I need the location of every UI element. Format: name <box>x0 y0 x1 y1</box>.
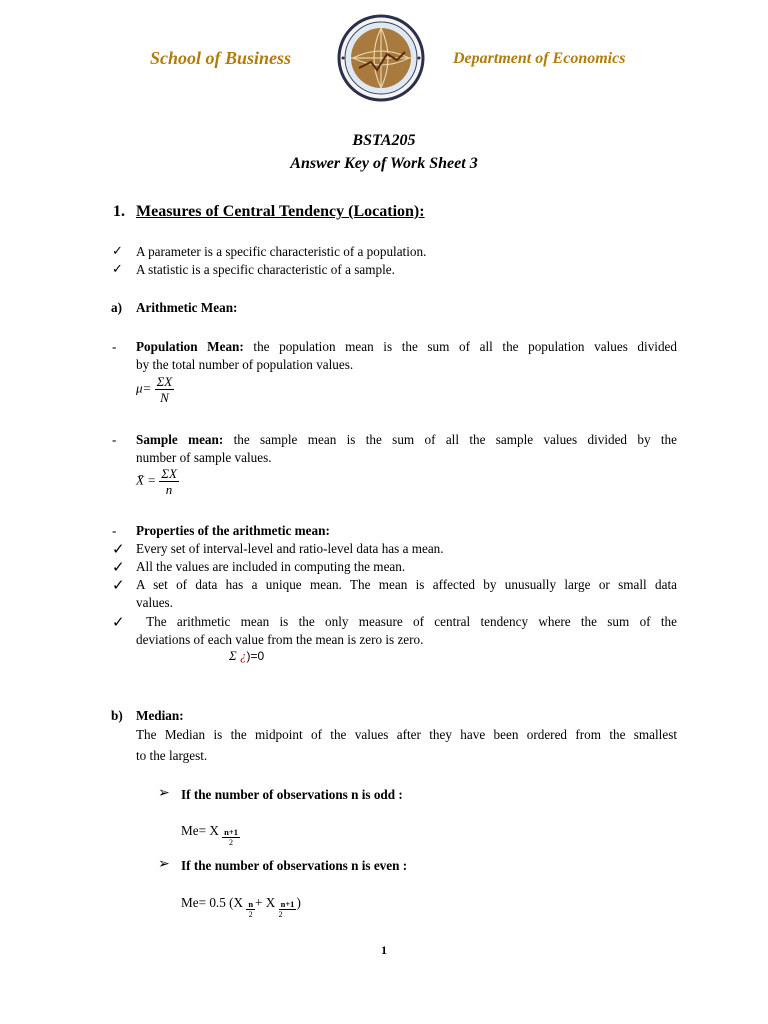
term: Population Mean: <box>136 339 244 354</box>
property-line: deviations of each value from the mean is zero is zero. <box>136 632 424 647</box>
check-icon: ✓ <box>112 261 123 276</box>
property-item <box>136 576 677 612</box>
formula-main: Me= 0.5 (X <box>181 895 244 910</box>
sub-tail: +1 <box>285 899 295 909</box>
median-paragraph <box>136 724 677 766</box>
check-icon: ✓ <box>112 243 123 258</box>
population-mean-formula <box>136 374 174 405</box>
term: Sample mean: <box>136 432 224 447</box>
subsection-heading: Arithmetic Mean: <box>136 300 238 315</box>
sub-num <box>279 899 297 910</box>
subscript <box>246 899 255 919</box>
fraction <box>159 466 179 497</box>
odd-case-text: If the number of observations n is odd : <box>181 787 403 802</box>
subsection-label: b) <box>111 708 123 723</box>
numerator: ΣX <box>156 374 173 389</box>
property-item: All the values are included in computing the mean. <box>136 559 406 574</box>
property-line: A set of data has a unique mean. The mean is affected by unusually large or small data <box>136 577 677 592</box>
sub-num: n+1 <box>224 827 238 837</box>
fraction <box>155 374 175 405</box>
text: by the total number of population values. <box>136 357 354 372</box>
subscript <box>279 899 297 919</box>
dash: - <box>112 523 117 538</box>
check-icon: ✓ <box>112 542 125 558</box>
denominator: N <box>160 390 169 405</box>
text: the sample mean is the sum of all the sample values divided by the <box>223 432 677 447</box>
deviation-sum-formula <box>229 648 264 664</box>
subsection-label: a) <box>111 300 122 315</box>
formula-end: )=0 <box>246 649 265 663</box>
formula-main: Me= X <box>181 823 219 838</box>
bullet-statistic: A statistic is a specific characteristic of a sample. <box>136 262 395 277</box>
formula-mid: + X <box>255 895 276 910</box>
property-line: values. <box>136 595 173 610</box>
formula-end: ) <box>296 895 301 910</box>
formula-lhs: X̄ = <box>136 472 156 488</box>
dash: - <box>112 432 117 447</box>
sigma: Σ <box>229 648 237 663</box>
check-icon: ✓ <box>112 560 125 576</box>
sample-mean-paragraph <box>136 431 677 467</box>
section-heading: Measures of Central Tendency (Location): <box>136 203 425 220</box>
arrow-bullet-icon: ➢ <box>158 786 170 801</box>
property-item <box>136 613 677 649</box>
bullet-parameter: A parameter is a specific characteristic of a population. <box>136 244 427 259</box>
arrow-bullet-icon: ➢ <box>158 857 170 872</box>
document-title: Answer Key of Work Sheet 3 <box>290 155 478 172</box>
check-icon: ✓ <box>112 578 125 594</box>
subscript <box>222 827 240 847</box>
even-case-text: If the number of observations n is even : <box>181 858 408 873</box>
median-odd-formula <box>181 822 240 847</box>
text: The Median is the midpoint of the values after they have been ordered from the smallest <box>136 727 677 742</box>
dash: - <box>112 339 117 354</box>
numerator: ΣX <box>161 466 177 481</box>
text: to the largest. <box>136 748 208 763</box>
sample-mean-formula <box>136 466 179 497</box>
formula-lhs: μ= <box>136 380 152 396</box>
header-left: School of Business <box>150 48 292 68</box>
property-item: Every set of interval-level and ratio-level data has a mean. <box>136 541 444 556</box>
check-icon: ✓ <box>112 615 125 631</box>
sub-den: 2 <box>229 838 234 847</box>
formula-mid: ¿ <box>239 648 247 663</box>
population-mean-paragraph <box>136 338 677 374</box>
header-right: Department of Economics <box>453 50 626 67</box>
text: number of sample values. <box>136 450 272 465</box>
properties-heading: Properties of the arithmetic mean: <box>136 523 330 538</box>
median-even-formula <box>181 894 301 919</box>
globe-logo-icon <box>337 14 425 102</box>
subsection-heading: Median: <box>136 708 184 723</box>
sub-den: 2 <box>278 910 283 919</box>
page-number: 1 <box>381 943 387 957</box>
text: the population mean is the sum of all the population values divided <box>243 339 677 354</box>
sub-den: 2 <box>248 910 253 919</box>
section-number: 1. <box>113 203 125 220</box>
sub-n: n <box>280 899 286 909</box>
course-code: BSTA205 <box>352 132 416 149</box>
sub-num: n <box>248 899 254 909</box>
denominator: n <box>165 482 173 497</box>
property-line: The arithmetic mean is the only measure of central tendency where the sum of the <box>136 614 677 629</box>
